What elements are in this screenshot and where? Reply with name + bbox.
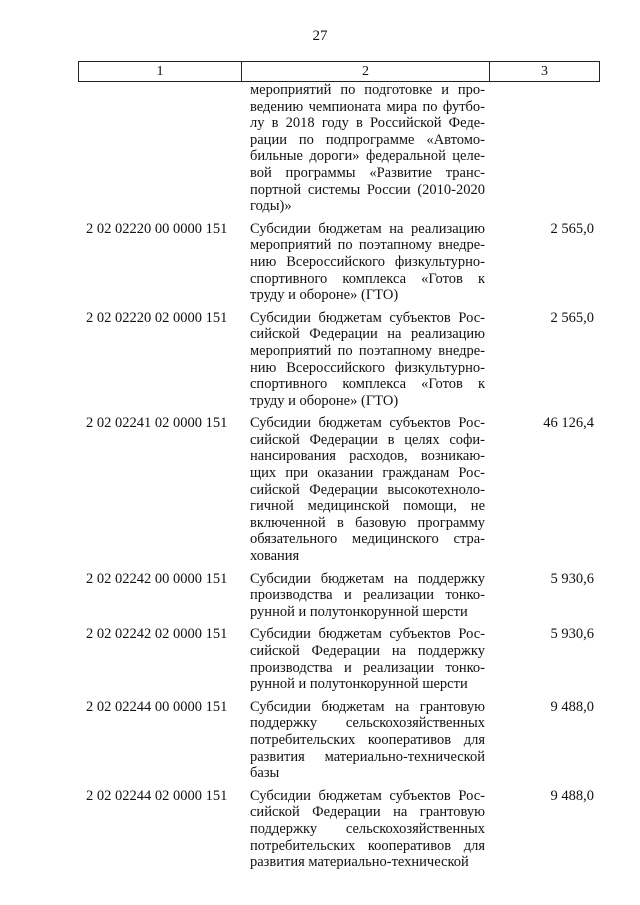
item-description [241,626,489,692]
description-line: производства и реализации тонко- [250,659,485,676]
description-line: мероприятий по поэтапному внедре- [250,342,485,359]
description-line: нию Всероссийского физкультурно- [250,253,485,270]
description-line: спортивного комплекса «Готов к [250,270,485,287]
description-line: нансирования расходов, возникаю- [250,448,485,465]
description-line: Субсидии бюджетам субъектов Рос- [250,309,485,326]
table-row [78,699,600,782]
description-line: Субсидии бюджетам субъектов Рос- [250,787,485,804]
table-row [78,82,600,215]
amount-value: 9 488,0 [550,787,594,804]
description-line: Субсидии бюджетам субъектов Рос- [250,415,485,432]
description-line: труду и обороне» (ГТО) [250,392,399,409]
description-line: рации по подпрограмме «Автомо- [250,131,485,148]
description-line: годы)» [250,198,292,215]
description-line: нию Всероссийского физкультурно- [250,359,485,376]
item-description [241,82,489,215]
budget-code: 2 02 02241 02 0000 151 [86,415,228,432]
description-line: рунной и полутонкорунной шерсти [250,603,468,620]
description-line: сийской Федерации высокотехноло- [250,481,485,498]
column-header-2: 2 [242,62,490,81]
item-description [241,571,489,621]
description-line: хования [250,548,300,565]
description-line: сийской Федерации на реализацию [250,326,485,343]
budget-code: 2 02 02220 00 0000 151 [86,220,228,237]
description-line: развития материально-технической [250,854,469,871]
description-line: рунной и полутонкорунной шерсти [250,676,468,693]
budget-code: 2 02 02220 02 0000 151 [86,309,228,326]
description-line: сийской Федерации в целях софи- [250,431,485,448]
description-line: развития материально-технической [250,748,485,765]
description-line: потребительских кооперативов для [250,837,485,854]
description-line: спортивного комплекса «Готов к [250,376,485,393]
description-line: базы [250,765,280,782]
item-description [241,699,489,782]
description-line: гичной медицинской помощи, не [250,498,485,515]
description-line: поддержку сельскохозяйственных [250,820,485,837]
description-line: бильные дороги» федеральной целе- [250,148,485,165]
budget-code: 2 02 02244 00 0000 151 [86,698,228,715]
table-row [78,788,600,871]
amount-value: 5 930,6 [550,626,594,643]
description-line: вой программы «Развитие транс- [250,164,485,181]
table-row [78,310,600,410]
budget-code: 2 02 02242 02 0000 151 [86,626,228,643]
table-body [78,82,600,877]
description-line: Субсидии бюджетам на грантовую [250,698,485,715]
table-row [78,571,600,621]
description-line: Субсидии бюджетам субъектов Рос- [250,626,485,643]
item-description [241,221,489,304]
description-line: включенной в базовую программу [250,514,485,531]
description-line: сийской Федерации на грантовую [250,804,485,821]
description-line: сийской Федерации на поддержку [250,643,485,659]
amount-value: 2 565,0 [550,309,594,326]
amount-value: 46 126,4 [543,415,594,432]
description-line: мероприятий по подготовке и про- [250,82,485,98]
page-number: 27 [312,28,328,44]
table-row [78,415,600,564]
description-line: лу в 2018 году в Российской Феде- [250,115,485,132]
amount-value: 2 565,0 [550,220,594,237]
table-row [78,221,600,304]
column-header-1: 1 [79,62,242,81]
table-row [78,626,600,692]
description-line: Субсидии бюджетам на реализацию [250,220,485,237]
table-header [78,61,600,82]
amount-value: 9 488,0 [550,698,594,715]
description-line: производства и реализации тонко- [250,587,485,604]
budget-code: 2 02 02244 02 0000 151 [86,787,228,804]
description-line: труду и обороне» (ГТО) [250,287,399,304]
description-line: мероприятий по поэтапному внедре- [250,237,485,254]
description-line: потребительских кооперативов для [250,731,485,748]
amount-value [489,82,600,215]
description-line: поддержку сельскохозяйственных [250,715,485,732]
description-line: ведению чемпионата мира по футбо- [250,98,485,115]
item-description [241,415,489,564]
description-line: портной системы России (2010-2020 [250,181,485,198]
budget-code [78,82,241,215]
description-line: Субсидии бюджетам на поддержку [250,570,485,587]
budget-code: 2 02 02242 00 0000 151 [86,570,228,587]
description-line: обязательного медицинского стра- [250,531,485,548]
item-description [241,310,489,410]
column-header-3: 3 [541,64,548,79]
item-description [241,788,489,871]
amount-value: 5 930,6 [550,570,594,587]
description-line: щих при оказании гражданам Рос- [250,465,485,482]
